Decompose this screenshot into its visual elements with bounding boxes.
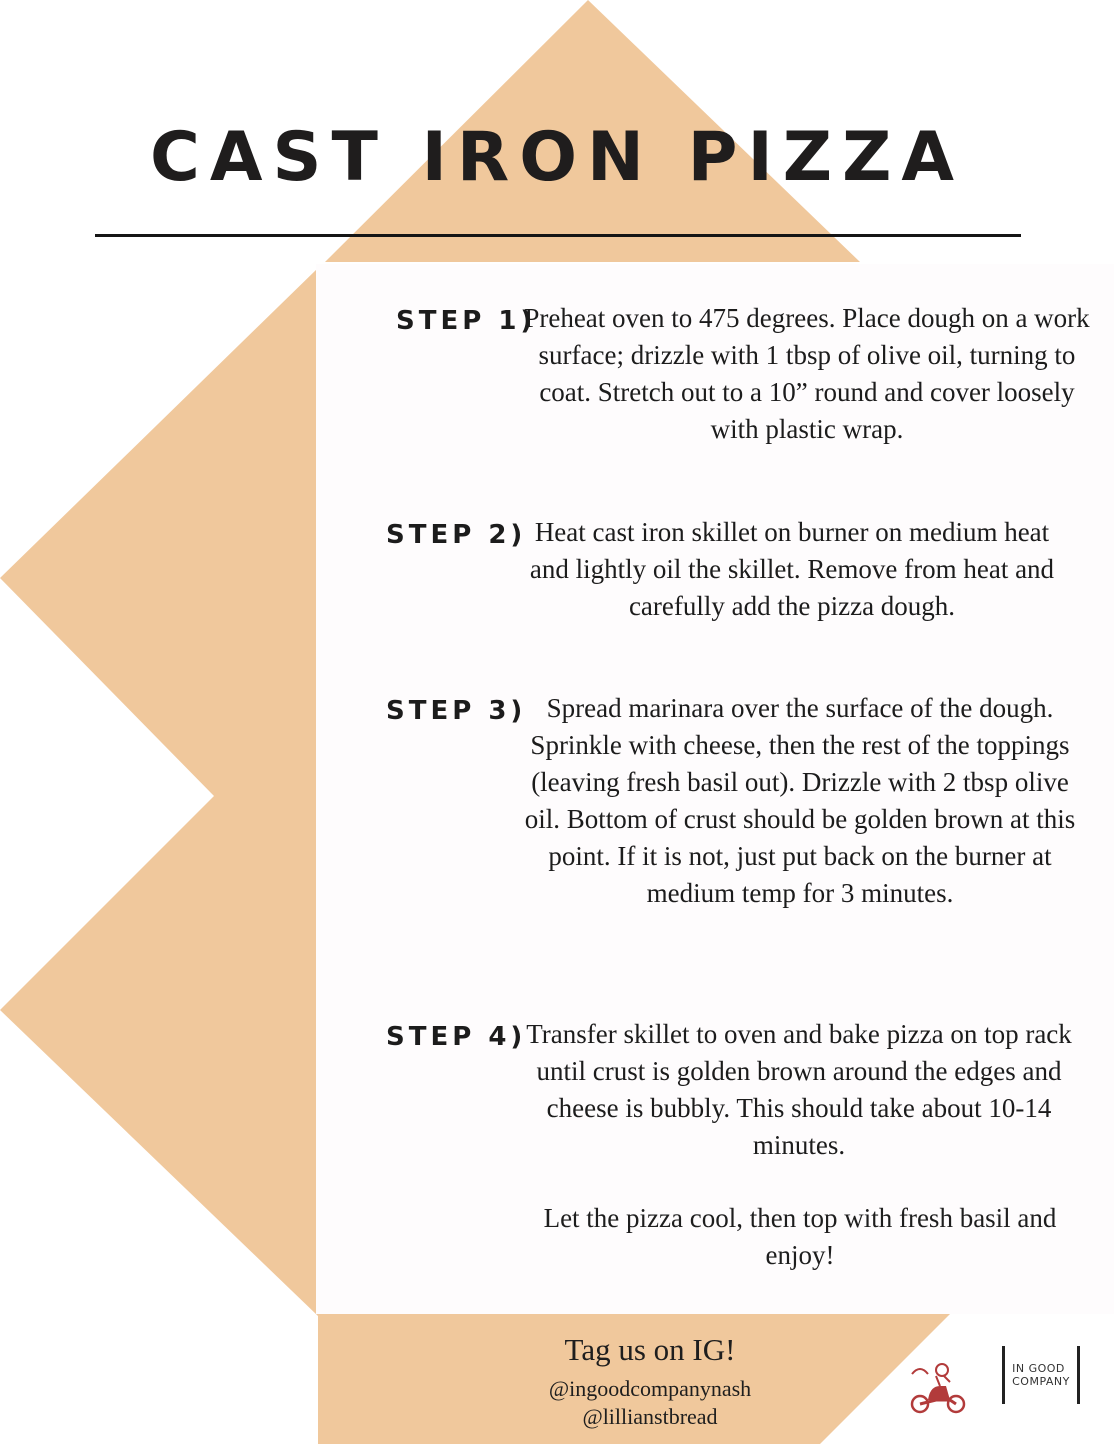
closing-note: Let the pizza cool, then top with fresh basil and enjoy! <box>543 1203 1057 1270</box>
step-2-text: Heat cast iron skillet on burner on medium heat and lightly oil the skillet. Remove from heat and carefully add the pizza dough. <box>529 517 1055 621</box>
step-1-label: STEP 1) <box>396 306 537 336</box>
step-4-text: Transfer skillet to oven and bake pizza on top rack until crust is golden brown around the edges and cheese is bubbly. This should take about 10-14 minutes. <box>526 1019 1072 1160</box>
step-3-text: Spread marinara over the surface of the dough. Sprinkle with cheese, then the rest of the toppings (leaving fresh basil out). Drizzle with 2 tbsp olive oil. Bottom of crust should be golden brown at this point. If it is not, just put back on the burner at medium temp for 3 minutes. <box>524 693 1076 908</box>
step-1-text: Preheat oven to 475 degrees. Place dough on a work surface; drizzle with 1 tbsp of olive oil, turning to coat. Stretch out to a 10” round and cover loosely with plastic wrap. <box>524 303 1090 444</box>
step-3-label: STEP 3) <box>386 696 527 726</box>
title-underline <box>95 234 1021 237</box>
instagram-handle-1[interactable]: @ingoodcompanynash <box>548 1376 752 1401</box>
in-good-company-logo <box>1002 1346 1080 1404</box>
tag-us-heading: Tag us on IG! <box>564 1332 736 1367</box>
step-4-label: STEP 4) <box>386 1022 527 1052</box>
in-good-company-logo-text: IN GOOD COMPANY <box>1012 1362 1070 1388</box>
page-title: CAST IRON PIZZA <box>150 118 964 197</box>
left-arrow-shape <box>0 268 318 1316</box>
instagram-handle-2[interactable]: @lillianstbread <box>582 1404 718 1429</box>
step-2-label: STEP 2) <box>386 520 527 550</box>
scooter-delivery-icon <box>906 1356 970 1416</box>
